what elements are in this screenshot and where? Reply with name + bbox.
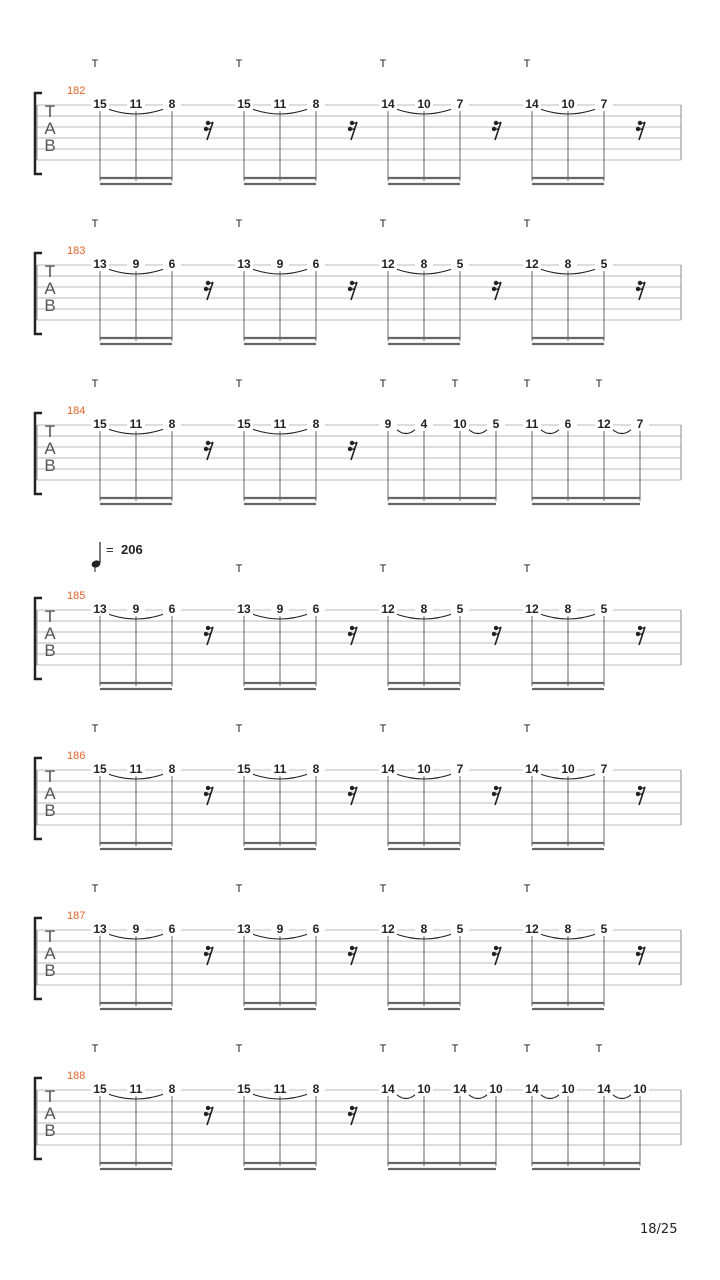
tab-clef-letter: A: [44, 279, 56, 298]
tab-clef-letter: B: [44, 136, 56, 155]
sixteenth-rest-icon: [348, 281, 357, 300]
sixteenth-rest-icon: [636, 786, 645, 805]
sixteenth-rest-icon: [348, 626, 357, 645]
sixteenth-rest-icon: [492, 121, 501, 140]
sixteenth-rest-icon: [204, 946, 213, 965]
fret-number: 8: [312, 762, 320, 776]
fret-number: 15: [93, 417, 107, 431]
fret-number: 12: [597, 417, 611, 431]
fret-number: 11: [273, 97, 287, 111]
sixteenth-rest-icon: [348, 121, 357, 140]
tap-marker: T: [235, 378, 243, 390]
fret-number: 15: [93, 97, 107, 111]
tab-clef-letter: T: [44, 767, 56, 786]
sixteenth-rest-icon: [636, 946, 645, 965]
measure-number: 182: [67, 85, 86, 97]
fret-number: 5: [456, 602, 464, 616]
slur: [468, 1094, 488, 1099]
measure-number: 185: [67, 590, 86, 602]
tap-marker: T: [235, 563, 243, 575]
tap-marker: T: [91, 883, 99, 895]
fret-number: 10: [417, 97, 431, 111]
tap-marker: T: [91, 58, 99, 70]
tap-marker: T: [91, 723, 99, 735]
note-group: [379, 378, 505, 504]
fret-number: 14: [381, 762, 395, 776]
tap-marker: T: [91, 378, 99, 390]
note-group: [91, 563, 213, 689]
note-group: [91, 378, 213, 504]
note-group: [235, 563, 357, 689]
fret-number: 15: [93, 762, 107, 776]
tap-marker: T: [523, 58, 531, 70]
fret-number: 14: [453, 1082, 467, 1096]
note-group: [379, 883, 501, 1009]
tap-marker: T: [523, 723, 531, 735]
fret-number: 14: [525, 1082, 539, 1096]
measure-number: 186: [67, 750, 86, 762]
sixteenth-rest-icon: [204, 441, 213, 460]
fret-number: 8: [168, 1082, 176, 1096]
fret-number: 9: [132, 602, 140, 616]
fret-number: 6: [312, 257, 320, 271]
tap-marker: T: [379, 723, 387, 735]
fret-number: 6: [564, 417, 572, 431]
fret-number: 5: [456, 922, 464, 936]
sixteenth-rest-icon: [204, 1106, 213, 1125]
tab-clef-letter: A: [44, 944, 56, 963]
fret-number: 8: [168, 762, 176, 776]
fret-number: 8: [564, 257, 572, 271]
fret-number: 13: [237, 602, 251, 616]
note-group: [523, 378, 649, 504]
tap-marker: T: [379, 58, 387, 70]
measure-number: 188: [67, 1070, 86, 1082]
tab-clef-letter: T: [44, 1087, 56, 1106]
fret-number: 8: [564, 602, 572, 616]
fret-number: 14: [525, 97, 539, 111]
fret-number: 8: [420, 922, 428, 936]
note-group: [91, 883, 213, 1009]
tab-clef-letter: T: [44, 927, 56, 946]
tap-marker: T: [379, 563, 387, 575]
tempo-marking: [91, 542, 143, 569]
tap-marker: T: [451, 1043, 459, 1055]
fret-number: 11: [525, 417, 539, 431]
sixteenth-rest-icon: [492, 786, 501, 805]
sixteenth-rest-icon: [204, 121, 213, 140]
sixteenth-rest-icon: [492, 626, 501, 645]
fret-number: 6: [168, 602, 176, 616]
tap-marker: T: [379, 883, 387, 895]
note-group: [523, 883, 645, 1009]
note-group: [523, 723, 645, 849]
fret-number: 15: [237, 762, 251, 776]
tap-marker: T: [523, 378, 531, 390]
sixteenth-rest-icon: [492, 281, 501, 300]
fret-number: 11: [273, 1082, 287, 1096]
sixteenth-rest-icon: [636, 281, 645, 300]
fret-number: 15: [93, 1082, 107, 1096]
fret-number: 6: [168, 922, 176, 936]
slur: [396, 429, 416, 434]
note-group: [523, 563, 645, 689]
note-group: [379, 723, 501, 849]
fret-number: 6: [168, 257, 176, 271]
fret-number: 9: [132, 922, 140, 936]
fret-number: 10: [417, 762, 431, 776]
tab-system: [35, 58, 681, 184]
slur: [612, 1094, 632, 1099]
sixteenth-rest-icon: [348, 1106, 357, 1125]
fret-number: 14: [381, 97, 395, 111]
fret-number: 11: [129, 97, 143, 111]
fret-number: 10: [561, 97, 575, 111]
page-number: 18/25: [640, 1222, 678, 1237]
tempo-value: 206: [121, 542, 143, 557]
slur: [540, 1094, 560, 1099]
note-group: [379, 1043, 505, 1169]
tab-clef-letter: B: [44, 801, 56, 820]
fret-number: 5: [600, 922, 608, 936]
fret-number: 8: [168, 97, 176, 111]
tap-marker: T: [379, 218, 387, 230]
note-group: [235, 218, 357, 344]
sixteenth-rest-icon: [492, 946, 501, 965]
tab-clef-letter: B: [44, 641, 56, 660]
fret-number: 14: [597, 1082, 611, 1096]
tab-clef-letter: T: [44, 262, 56, 281]
fret-number: 12: [381, 257, 395, 271]
fret-number: 13: [237, 922, 251, 936]
fret-number: 9: [276, 922, 284, 936]
tap-marker: T: [523, 1043, 531, 1055]
fret-number: 10: [453, 417, 467, 431]
slur: [396, 1094, 416, 1099]
fret-number: 11: [129, 417, 143, 431]
tab-clef-letter: B: [44, 961, 56, 980]
tap-marker: T: [91, 563, 99, 575]
fret-number: 14: [525, 762, 539, 776]
note-group: [379, 563, 501, 689]
fret-number: 6: [312, 602, 320, 616]
tab-system: [35, 883, 681, 1009]
slur: [612, 429, 632, 434]
fret-number: 12: [525, 922, 539, 936]
note-group: [523, 218, 645, 344]
note-group: [91, 58, 213, 184]
tab-clef-letter: B: [44, 1121, 56, 1140]
tap-marker: T: [523, 218, 531, 230]
tab-clef-letter: A: [44, 119, 56, 138]
note-group: [523, 58, 645, 184]
fret-number: 8: [564, 922, 572, 936]
tab-clef-letter: A: [44, 624, 56, 643]
tempo-equals: =: [106, 542, 114, 557]
fret-number: 15: [237, 1082, 251, 1096]
tab-system: [35, 723, 681, 849]
fret-number: 11: [273, 417, 287, 431]
fret-number: 10: [561, 1082, 575, 1096]
tab-system: [35, 1043, 681, 1169]
fret-number: 5: [600, 602, 608, 616]
fret-number: 10: [417, 1082, 431, 1096]
fret-number: 10: [633, 1082, 647, 1096]
tab-system: [35, 218, 681, 344]
tap-marker: T: [523, 563, 531, 575]
fret-number: 8: [312, 417, 320, 431]
sixteenth-rest-icon: [636, 121, 645, 140]
fret-number: 8: [420, 257, 428, 271]
measure-number: 184: [67, 405, 86, 417]
tab-system: [35, 378, 681, 504]
fret-number: 4: [420, 417, 428, 431]
fret-number: 9: [132, 257, 140, 271]
note-group: [235, 58, 357, 184]
slur: [540, 429, 560, 434]
fret-number: 5: [456, 257, 464, 271]
note-group: [379, 58, 501, 184]
fret-number: 11: [273, 762, 287, 776]
fret-number: 7: [456, 762, 464, 776]
tap-marker: T: [91, 1043, 99, 1055]
fret-number: 8: [168, 417, 176, 431]
fret-number: 9: [276, 602, 284, 616]
sixteenth-rest-icon: [348, 786, 357, 805]
fret-number: 11: [129, 1082, 143, 1096]
tap-marker: T: [235, 1043, 243, 1055]
tap-marker: T: [235, 218, 243, 230]
fret-number: 10: [489, 1082, 503, 1096]
tab-clef-letter: A: [44, 439, 56, 458]
tap-marker: T: [595, 1043, 603, 1055]
tab-clef-letter: T: [44, 607, 56, 626]
sixteenth-rest-icon: [636, 626, 645, 645]
note-group: [91, 1043, 213, 1169]
fret-number: 7: [456, 97, 464, 111]
tap-marker: T: [595, 378, 603, 390]
tab-clef-letter: B: [44, 296, 56, 315]
tab-clef-letter: A: [44, 1104, 56, 1123]
tap-marker: T: [451, 378, 459, 390]
fret-number: 5: [600, 257, 608, 271]
fret-number: 13: [93, 922, 107, 936]
tap-marker: T: [379, 1043, 387, 1055]
note-group: [235, 378, 357, 504]
tab-system: [35, 542, 681, 689]
fret-number: 7: [636, 417, 644, 431]
fret-number: 12: [525, 602, 539, 616]
tap-marker: T: [235, 723, 243, 735]
slur: [468, 429, 488, 434]
fret-number: 13: [237, 257, 251, 271]
fret-number: 12: [381, 602, 395, 616]
tap-marker: T: [235, 58, 243, 70]
tab-clef-letter: T: [44, 102, 56, 121]
note-group: [235, 723, 357, 849]
fret-number: 8: [312, 1082, 320, 1096]
note-group: [91, 723, 213, 849]
note-group: [235, 1043, 357, 1169]
fret-number: 8: [420, 602, 428, 616]
note-group: [379, 218, 501, 344]
fret-number: 7: [600, 97, 608, 111]
fret-number: 13: [93, 602, 107, 616]
fret-number: 13: [93, 257, 107, 271]
fret-number: 12: [381, 922, 395, 936]
fret-number: 15: [237, 97, 251, 111]
fret-number: 14: [381, 1082, 395, 1096]
fret-number: 9: [384, 417, 392, 431]
note-group: [235, 883, 357, 1009]
fret-number: 9: [276, 257, 284, 271]
tab-clef-letter: B: [44, 456, 56, 475]
sixteenth-rest-icon: [204, 281, 213, 300]
fret-number: 10: [561, 762, 575, 776]
sixteenth-rest-icon: [348, 946, 357, 965]
tab-clef-letter: T: [44, 422, 56, 441]
tap-marker: T: [91, 218, 99, 230]
measure-number: 187: [67, 910, 86, 922]
fret-number: 15: [237, 417, 251, 431]
sixteenth-rest-icon: [348, 441, 357, 460]
fret-number: 5: [492, 417, 500, 431]
fret-number: 12: [525, 257, 539, 271]
note-group: [91, 218, 213, 344]
note-group: [523, 1043, 649, 1169]
sixteenth-rest-icon: [204, 626, 213, 645]
tab-clef-letter: A: [44, 784, 56, 803]
fret-number: 11: [129, 762, 143, 776]
tap-marker: T: [235, 883, 243, 895]
fret-number: 6: [312, 922, 320, 936]
fret-number: 7: [600, 762, 608, 776]
tap-marker: T: [379, 378, 387, 390]
sixteenth-rest-icon: [204, 786, 213, 805]
fret-number: 8: [312, 97, 320, 111]
measure-number: 183: [67, 245, 86, 257]
tap-marker: T: [523, 883, 531, 895]
